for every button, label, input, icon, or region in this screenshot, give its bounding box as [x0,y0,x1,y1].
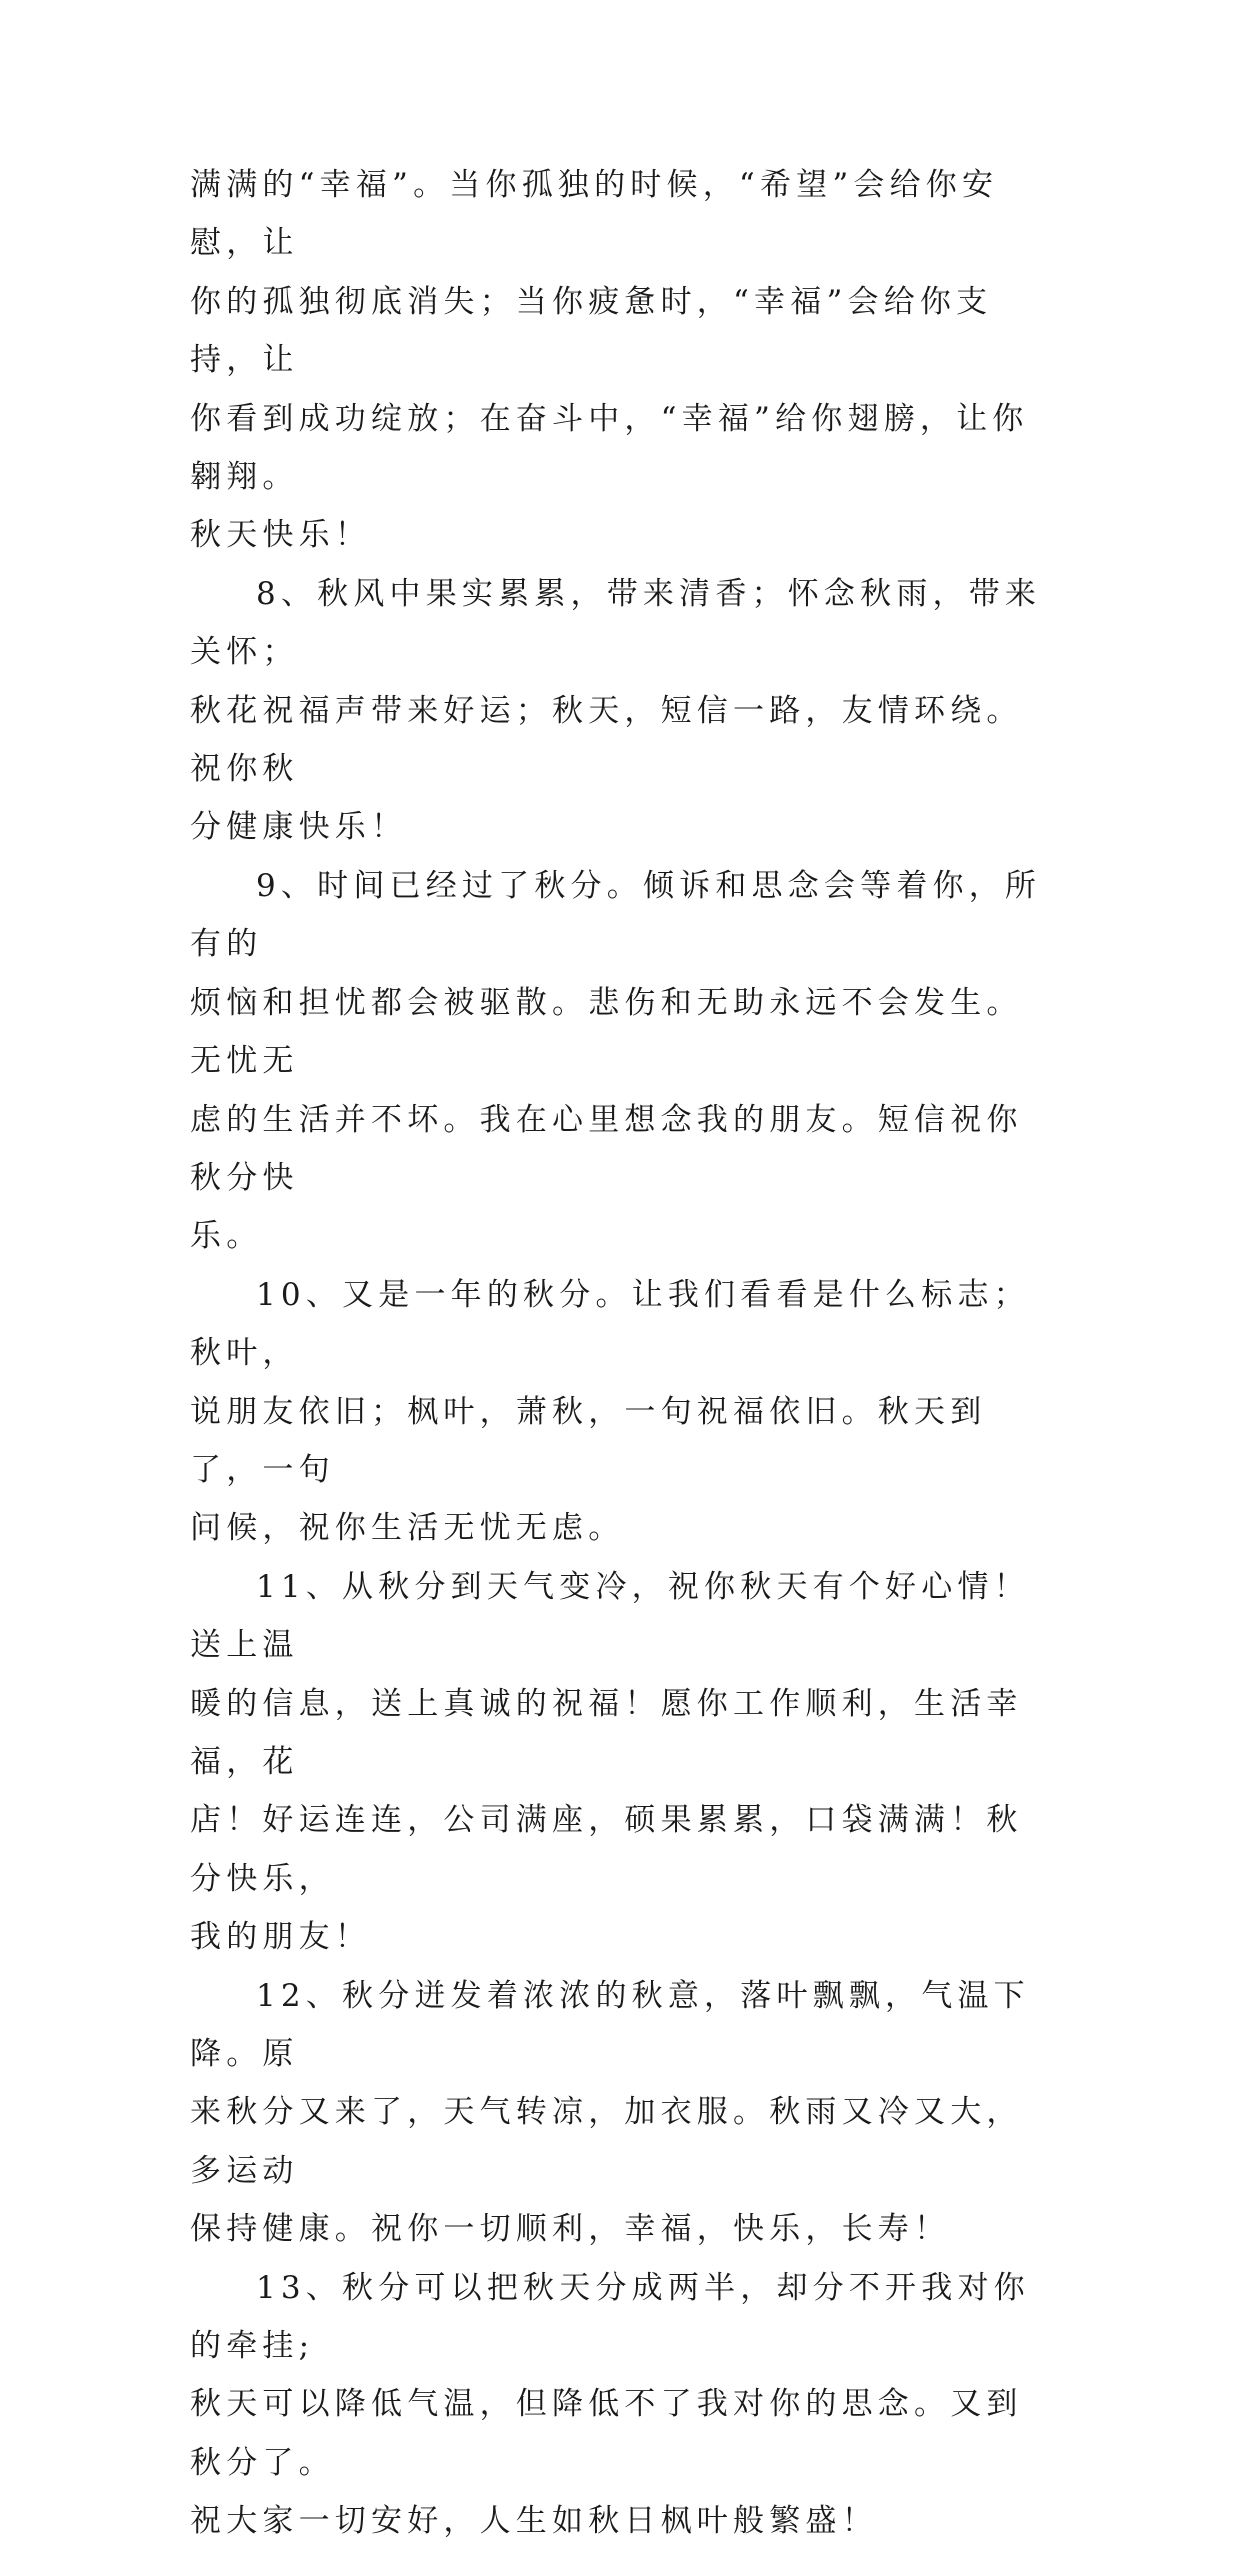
text-line: 10、又是一年的秋分。让我们看看是什么标志；秋叶， [190,1276,1030,1372]
document-body [190,156,1050,2551]
text-line: 暖的信息，送上真诚的祝福！愿你工作顺利，生活幸福，花 [190,1685,1023,1780]
text-line: 你的孤独彻底消失；当你疲惫时，“幸福”会给你支持，让 [190,283,993,379]
paragraph-item-12 [190,1967,1050,2259]
paragraph-item-10 [190,1266,1050,1558]
text-line: 问候，祝你生活无忧无虑。 [190,1510,625,1547]
text-line: 我的朋友！ [190,1919,371,1956]
paragraph-item-9 [190,857,1050,1266]
text-line: 8、秋风中果实累累，带来清香；怀念秋雨，带来关怀； [190,575,1042,671]
text-line: 13、秋分可以把秋天分成两半，却分不开我对你的牵挂; [190,2269,1030,2365]
text-line: 祝大家一切安好，人生如秋日枫叶般繁盛！ [190,2503,878,2540]
text-line: 秋花祝福声带来好运；秋天，短信一路，友情环绕。祝你秋 [190,692,1023,788]
text-line: 烦恼和担忧都会被驱散。悲伤和无助永远不会发生。无忧无 [190,984,1023,1080]
text-line: 你看到成功绽放；在奋斗中，“幸福”给你翅膀，让你翱翔。 [190,400,1029,496]
text-line: 秋天快乐！ [190,517,371,554]
text-line: 来秋分又来了，天气转凉，加衣服。秋雨又冷又大，多运动 [190,2094,1023,2189]
text-line: 店！好运连连，公司满座，硕果累累，口袋满满！秋分快乐， [190,1802,1023,1897]
text-line: 11、从秋分到天气变冷，祝你秋天有个好心情！送上温 [190,1568,1030,1664]
text-line: 虑的生活并不坏。我在心里想念我的朋友。短信祝你秋分快 [190,1101,1023,1196]
text-line: 秋天可以降低气温，但降低不了我对你的思念。又到秋分了。 [190,2386,1023,2481]
text-line: 满满的“幸福”。当你孤独的时候，“希望”会给你安慰，让 [190,167,999,262]
text-line: 说朋友依旧；枫叶，萧秋，一句祝福依旧。秋天到了，一句 [190,1393,987,1488]
text-line: 9、时间已经过了秋分。倾诉和思念会等着你，所有的 [190,867,1042,963]
paragraph-item-13 [190,2259,1050,2551]
paragraph-item-8 [190,565,1050,857]
text-line: 分健康快乐！ [190,809,408,846]
text-line: 12、秋分迸发着浓浓的秋意，落叶飘飘，气温下降。原 [190,1977,1030,2072]
text-line: 保持健康。祝你一切顺利，幸福，快乐，长寿！ [190,2211,951,2248]
paragraph-continuation [190,156,1050,565]
paragraph-item-11 [190,1558,1050,1967]
text-line: 乐。 [190,1218,263,1255]
